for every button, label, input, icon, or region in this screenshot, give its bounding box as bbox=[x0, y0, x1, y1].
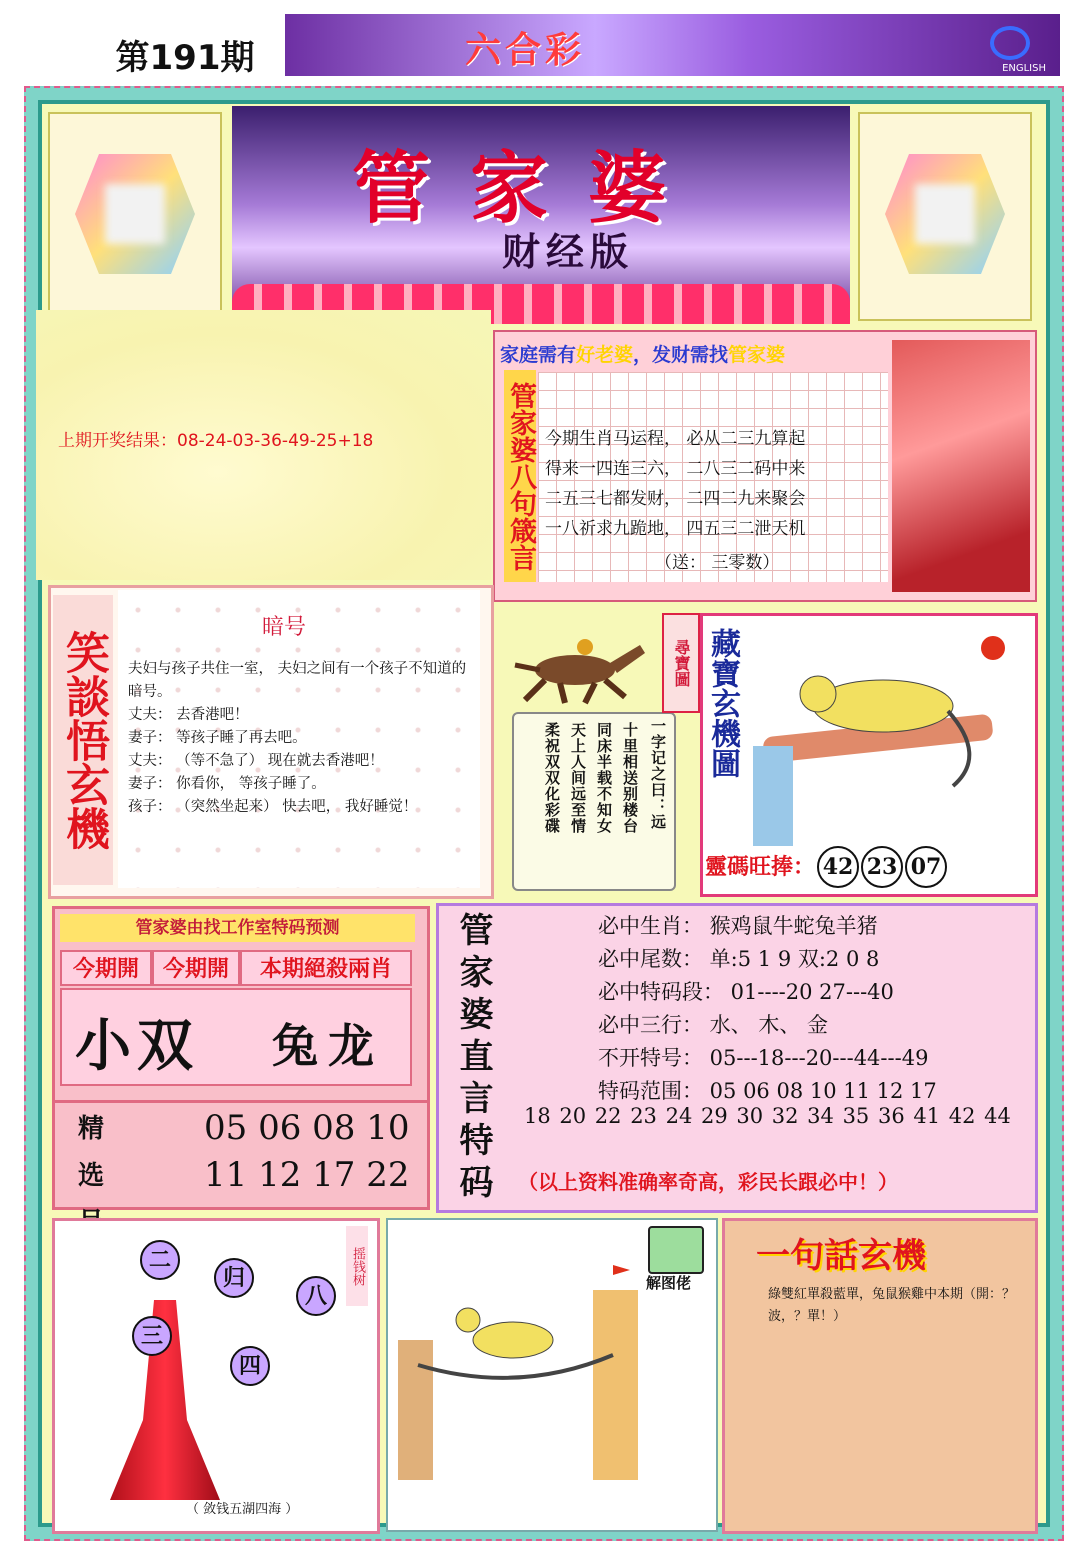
scroll-column: 柔祝双双化彩碟 bbox=[543, 722, 561, 834]
riddle-scroll bbox=[512, 712, 676, 891]
top-banner bbox=[285, 14, 1060, 76]
selected-numbers-row: 05 06 08 10 bbox=[204, 1108, 410, 1148]
scroll-title: 一字记之曰：远 bbox=[649, 718, 667, 830]
tip-line: 必中生肖： 猴鸡鼠牛蛇兔羊猪 bbox=[598, 914, 878, 938]
prediction-header: 管家婆由找工作室特码预测 bbox=[60, 914, 415, 942]
joke-line: 妻子： 你看你， 等孩子睡了。 bbox=[128, 776, 326, 792]
tip-line: 必中特码段： 01----20 27---40 bbox=[598, 980, 894, 1004]
tips-extra-numbers: 18 20 22 23 24 29 30 32 34 35 36 41 42 44 bbox=[524, 1104, 1011, 1128]
issue-number: 第191期 bbox=[115, 38, 255, 78]
poem-line: 二五三七都发财， 二四二九来聚会 bbox=[545, 489, 806, 509]
tree-fruit: 二 bbox=[140, 1240, 180, 1280]
top-banner-title: 六合彩 bbox=[465, 29, 586, 71]
lucky-ball: 42 bbox=[817, 846, 859, 888]
poem-line: 今期生肖马运程， 必从二三九算起 bbox=[545, 429, 806, 449]
tree-fruit: 八 bbox=[296, 1276, 336, 1316]
leopard-picture bbox=[753, 626, 1023, 846]
poem-lines bbox=[545, 424, 890, 544]
main-banner-subtitle: 财经版 bbox=[502, 229, 635, 274]
right-lantern-panel bbox=[858, 112, 1032, 321]
tips-side-title: 管家婆直言特码 bbox=[453, 912, 493, 1206]
tips-note: （以上资料准确率奇高，彩民长跟必中！） bbox=[518, 1170, 898, 1194]
scroll-column: 同床半载不知女 bbox=[595, 722, 613, 834]
prediction-killed-zodiac: 兔龙 bbox=[272, 1019, 384, 1073]
one-word-text: 綠雙紅單殺藍單，兔鼠猴雞中本期（開：？波，？單！） bbox=[768, 1287, 1016, 1324]
racehorse-icon bbox=[505, 625, 655, 705]
poem-line: 得来一四连三六， 二八三二码中来 bbox=[545, 459, 806, 479]
lucky-ball: 07 bbox=[905, 846, 947, 888]
joke-line: 妻子： 等孩子睡了再去吧。 bbox=[128, 730, 307, 746]
lucky-label: 靈碼旺捧： bbox=[705, 854, 816, 880]
joke-line: 丈夫： 去香港吧！ bbox=[128, 707, 249, 723]
deer-picture bbox=[398, 1260, 658, 1520]
prediction-col-header: 本期絕殺兩肖 bbox=[240, 950, 412, 986]
tips-lines bbox=[598, 910, 1028, 1108]
poem-line: 一八祈求九跪地， 四五三二泄天机 bbox=[545, 519, 806, 539]
one-word-title: 一句話玄機 bbox=[756, 1236, 926, 1276]
money-tree-caption: （ 敛钱五湖四海 ） bbox=[186, 1502, 299, 1517]
selected-numbers bbox=[204, 1105, 414, 1199]
money-tree-tag: 摇钱树 bbox=[346, 1226, 368, 1306]
joke-line: 丈夫： （等不急了） 现在就去香港吧！ bbox=[128, 753, 384, 769]
selected-numbers-row: 11 12 17 22 bbox=[204, 1155, 410, 1195]
prediction-odd-even: 小双 bbox=[75, 1013, 199, 1079]
tip-line: 不开特号： 05---18---20---44---49 bbox=[598, 1046, 929, 1070]
poem-side-title: 管家婆八句箴言 bbox=[504, 370, 536, 582]
tip-line: 必中尾数： 单:5 1 9 双:2 0 8 bbox=[598, 947, 880, 971]
money-tree-panel bbox=[52, 1218, 380, 1534]
scroll-column: 十里相送别楼台 bbox=[621, 722, 639, 834]
poem-header-part: ，发财需找 bbox=[633, 344, 729, 366]
magnifier-icon bbox=[648, 1226, 704, 1274]
last-draw-result: 上期开奖结果：08-24-03-36-49-25+18 bbox=[58, 431, 374, 451]
deer-label: 解图佬 bbox=[646, 1274, 692, 1292]
poem-header-part: 家庭需有 bbox=[500, 344, 577, 366]
lantern-icon bbox=[75, 154, 195, 274]
tree-fruit: 三 bbox=[132, 1316, 172, 1356]
treasure-tag: 尋寶圖 bbox=[662, 613, 700, 713]
selected-numbers-label: 精选 bbox=[78, 1114, 139, 1191]
tip-line: 必中三行： 水、 木、 金 bbox=[598, 1013, 829, 1037]
main-banner-title: 管家婆 bbox=[352, 143, 707, 234]
brand-label: ENGLISH bbox=[1002, 63, 1046, 74]
treasure-title: 藏寶玄機圖 bbox=[705, 628, 740, 778]
bride-picture bbox=[892, 340, 1030, 592]
lucky-ball: 23 bbox=[861, 846, 903, 888]
poem-header-highlight: 管家婆 bbox=[728, 344, 786, 366]
prediction-col-header: 今期開 bbox=[152, 950, 240, 986]
brand-logo-icon bbox=[990, 26, 1030, 60]
tree-fruit: 四 bbox=[230, 1346, 270, 1386]
joke-line: 孩子： （突然坐起来） 快去吧， 我好睡觉！ bbox=[128, 799, 418, 815]
joke-title: 暗号 bbox=[262, 615, 307, 640]
scroll-column: 天上人间远至情 bbox=[569, 722, 587, 834]
poem-gift: （送： 三零数） bbox=[655, 553, 780, 573]
joke-text bbox=[128, 658, 470, 819]
joke-side-title: 笑談悟玄機 bbox=[53, 595, 113, 885]
lucky-numbers bbox=[705, 846, 947, 888]
tree-fruit: 归 bbox=[214, 1258, 254, 1298]
left-lantern-panel bbox=[48, 112, 222, 321]
prediction-col-header: 今期開 bbox=[60, 950, 152, 986]
poem-header-highlight: 好老婆 bbox=[576, 344, 634, 366]
lantern-icon bbox=[885, 154, 1005, 274]
tip-line: 特码范围： 05 06 08 10 11 12 17 bbox=[598, 1079, 937, 1103]
main-banner bbox=[232, 106, 850, 324]
joke-line: 夫妇与孩子共住一室， 夫妇之间有一个孩子不知道的暗号。 bbox=[128, 661, 467, 700]
poem-header bbox=[500, 340, 785, 367]
